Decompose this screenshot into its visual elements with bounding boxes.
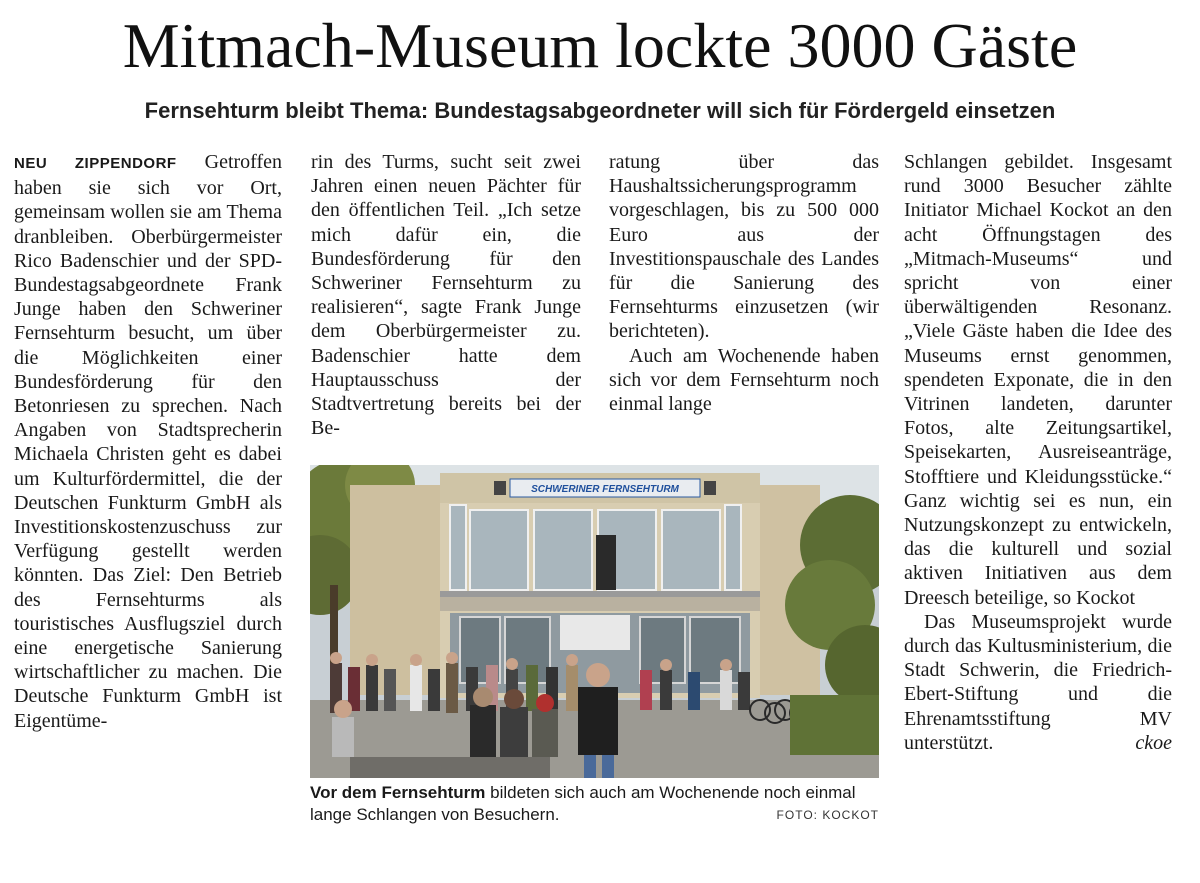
dateline: NEU ZIPPENDORF bbox=[14, 155, 177, 172]
headline: Mitmach-Museum lockte 3000 Gäste bbox=[122, 10, 1078, 81]
column-4-paragraph-2: Das Museumsprojekt wurde durch das Kultusministerium, die Stadt Schwerin, die Friedrich-Ebert-Stiftung und die Ehrenamtsstiftung MV unterstützt. ckoe bbox=[904, 610, 1172, 754]
article-column-3 bbox=[609, 150, 879, 450]
caption-text: bildeten sich auch am Wochenende noch einmal lange Schlangen von Besuchern. bbox=[310, 783, 856, 824]
building-sign: SCHWERINER FERNSEHTURM bbox=[531, 484, 679, 495]
article-column-4 bbox=[904, 150, 1172, 755]
subheadline: Fernsehturm bleibt Thema: Bundestagsabgeordneter will sich für Fördergeld einsetzen bbox=[144, 98, 1056, 123]
author-signature: ckoe bbox=[1135, 731, 1172, 754]
photo-caption bbox=[310, 782, 879, 826]
caption-bold: Vor dem Fernsehturm bbox=[310, 783, 486, 802]
column-1-text: Getroffen haben sie sich vor Ort, gemeinsam wollen sie am Thema dranbleiben. Oberbürgermeister Rico Badenschier und der SPD-Bundestagsabgeordnete Frank Junge haben den Schweriner Fernsehturm besucht, um über die Möglichkeiten einer Bundesförderung für den Betonriesen zu sprechen. Nach Angaben von Stadtsprecherin Michaela Christen geht es dabei um Kulturfördermittel, die der Deutschen Funkturm GmbH als Investitionskostenzuschuss zur Verfügung gestellt werden könnten. Das Ziel: Den Betrieb des Fernsehturms als touristisches Ausflugsziel durch eine energetische Sanierung wirtschaftlicher zu machen. Die Deutsche Funkturm GmbH ist Eigentüme- bbox=[14, 151, 283, 732]
fernsehturm-photo bbox=[310, 465, 879, 778]
column-4-paragraph-1: Schlangen gebildet. Insgesamt rund 3000 Besucher zählte Initiator Michael Kockot an den acht Öffnungstagen des „Mitmach-Museums“ und spricht von einer überwältigenden Resonanz. „Viele Gäste haben die Idee des Museums ernst genommen, spendeten Exponate, die in den Vitrinen landeten, darunter Fotos, alte Zeitungsartikel, Speisekarten, Ausreiseanträge, Stofftiere und Kleidungsstücke.“ Ganz wichtig sei es nun, ein Nutzungskonzept zu entwickeln, das die kulturell und sozial aktiven Initiativen aus dem Dreesch beteilige, so Kockot bbox=[904, 151, 1172, 609]
article-column-1 bbox=[14, 150, 282, 733]
column-3-paragraph-2: Auch am Wochenende haben sich vor dem Fernsehturm noch einmal lange bbox=[609, 344, 879, 416]
article-column-2 bbox=[311, 150, 581, 450]
column-3-paragraph-1: ratung über das Haushaltssicherungsprogramm vorgeschlagen, bis zu 500 000 Euro aus der Investitionspauschale des Landes für die Sanierung des Fernsehturms einzusetzen (wir berichteten). bbox=[609, 151, 879, 343]
column-2-text: rin des Turms, sucht seit zwei Jahren einen neuen Pächter für den öffentlichen Teil. „Ich setze mich dafür ein, die Bundesförderung für den Schweriner Fernsehturm zu realisieren“, sagte Frank Junge dem Oberbürgermeister zu. Badenschier hatte dem Hauptausschuss der Stadtvertretung bereits bei der Be- bbox=[311, 151, 581, 440]
photo-credit: FOTO: KOCKOT bbox=[776, 808, 879, 822]
